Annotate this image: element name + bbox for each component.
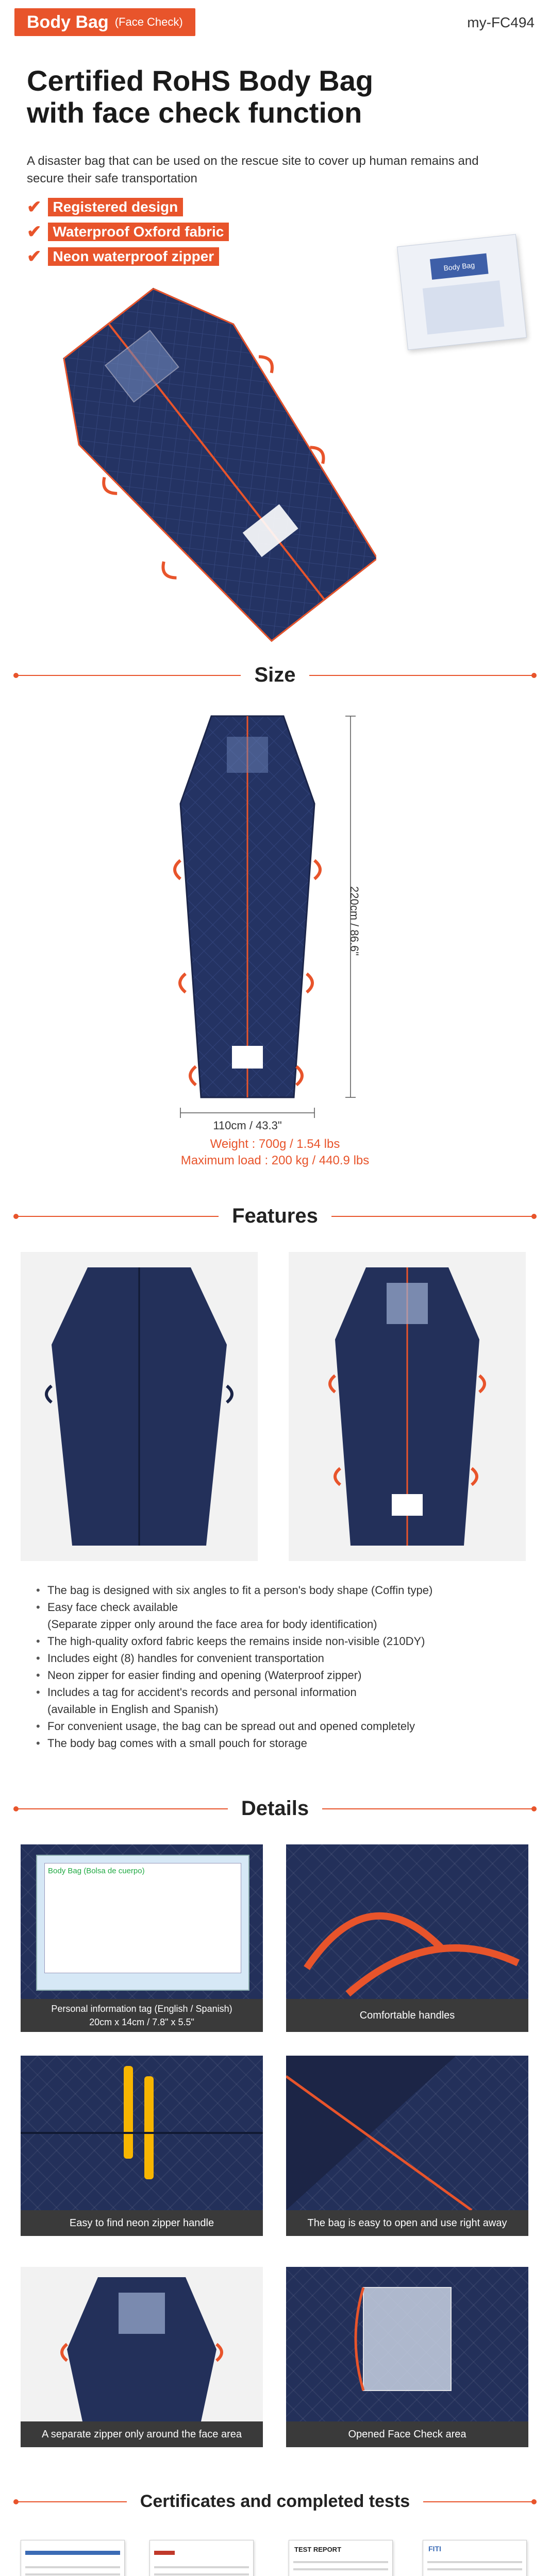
hero-section <box>0 44 550 647</box>
list-item: • Includes eight (8) handles for convenient transportation <box>36 1650 521 1667</box>
detail-caption: A separate zipper only around the face area <box>21 2421 263 2447</box>
detail-caption: The bag is easy to open and use right away <box>286 2210 528 2236</box>
list-item: • The body bag comes with a small pouch for storage <box>36 1735 521 1752</box>
section-title: Size <box>241 659 309 690</box>
section-title: Features <box>219 1200 331 1231</box>
info-tag <box>36 1855 249 1991</box>
header-bar <box>0 0 550 45</box>
list-item-note: (Separate zipper only around the face area for body identification) <box>47 1618 377 1631</box>
detail-open-photo <box>286 2056 528 2210</box>
rohs-certificate-image <box>21 2540 125 2576</box>
size-diagram <box>134 706 423 1128</box>
detail-tag-photo <box>21 1844 263 1999</box>
hero-title-line1: Certified RoHS Body Bag <box>27 64 374 97</box>
detail-caption: Easy to find neon zipper handle <box>21 2210 263 2236</box>
detail-handles-photo <box>286 1844 528 1999</box>
detail-face-check-photo <box>286 2267 528 2421</box>
heading-dot <box>13 1806 19 1811</box>
heading-dot <box>531 2499 537 2504</box>
water-repellency-image <box>289 2540 393 2576</box>
storage-pouch-image <box>397 234 527 350</box>
width-dimension: 110cm / 43.3" <box>213 1119 282 1132</box>
list-item: • For convenient usage, the bag can be spread out and opened completely <box>36 1718 521 1735</box>
hero-title <box>27 65 522 129</box>
section-heading-size <box>0 659 550 690</box>
pouch-label: Body Bag <box>430 253 489 280</box>
check-icon: ✔ <box>27 197 42 217</box>
section-heading-features <box>0 1200 550 1231</box>
product-code: my-FC494 <box>467 14 535 30</box>
doc-title: TEST REPORT <box>294 2546 342 2553</box>
list-item-note: (available in English and Spanish) <box>47 1703 219 1716</box>
features-list <box>36 1582 521 1752</box>
brand-title: Body Bag <box>27 12 109 32</box>
heading-dot <box>531 673 537 678</box>
feature-badge-2 <box>27 222 229 242</box>
section-heading-details <box>0 1793 550 1824</box>
detail-face-zipper-photo <box>21 2267 263 2421</box>
bag-open-photo <box>289 1252 526 1561</box>
bag-closed-photo <box>21 1252 258 1561</box>
list-item: • Neon zipper for easier finding and opening (Waterproof zipper) <box>36 1667 521 1684</box>
section-heading-certificates <box>0 2488 550 2514</box>
list-item: • The bag is designed with six angles to fit a person's body shape (Coffin type) <box>36 1582 521 1599</box>
list-item: • Easy face check available <box>36 1599 521 1616</box>
hero-description: A disaster bag that can be used on the rescue site to cover up human remains and secure their safe transportation <box>27 154 479 185</box>
weight-text: Weight : 700g / 1.54 lbs <box>210 1137 340 1151</box>
detail-caption: Comfortable handles <box>286 1999 528 2032</box>
brand-label <box>14 8 195 36</box>
info-tag-header: Body Bag (Bolsa de cuerpo) <box>44 1863 241 1973</box>
hydrostatic-test-image <box>423 2540 527 2576</box>
section-title: Details <box>228 1793 322 1824</box>
feature-badge-label: Waterproof Oxford fabric <box>48 223 229 241</box>
feature-badge-1 <box>27 197 183 217</box>
check-icon: ✔ <box>27 247 42 266</box>
feature-badge-label: Neon waterproof zipper <box>48 247 220 266</box>
heading-dot <box>531 1806 537 1811</box>
doc-title: FITI <box>428 2545 441 2553</box>
height-dimension: 220cm / 86.6" <box>348 886 361 956</box>
pouch-window <box>423 280 505 334</box>
tensile-test-image <box>149 2540 254 2576</box>
detail-caption: Opened Face Check area <box>286 2421 528 2447</box>
feature-badge-label: Registered design <box>48 198 184 216</box>
check-icon: ✔ <box>27 222 42 242</box>
list-item: • Includes a tag for accident's records and personal information <box>36 1684 521 1701</box>
section-title: Certificates and completed tests <box>127 2488 423 2514</box>
heading-dot <box>531 1214 537 1219</box>
body-bag-hero-image <box>57 276 376 647</box>
heading-dot <box>13 673 19 678</box>
max-load-text: Maximum load : 200 kg / 440.9 lbs <box>180 1154 370 1167</box>
brand-subtitle: (Face Check) <box>114 15 183 28</box>
feature-badge-3 <box>27 246 219 267</box>
hero-title-line2: with face check function <box>27 96 362 129</box>
detail-zipper-photo <box>21 2056 263 2210</box>
heading-dot <box>13 2499 19 2504</box>
list-item: • The high-quality oxford fabric keeps the remains inside non-visible (210DY) <box>36 1633 521 1650</box>
detail-caption: Personal information tag (English / Spanish) 20cm x 14cm / 7.8" x 5.5" <box>21 1999 263 2032</box>
heading-dot <box>13 1214 19 1219</box>
